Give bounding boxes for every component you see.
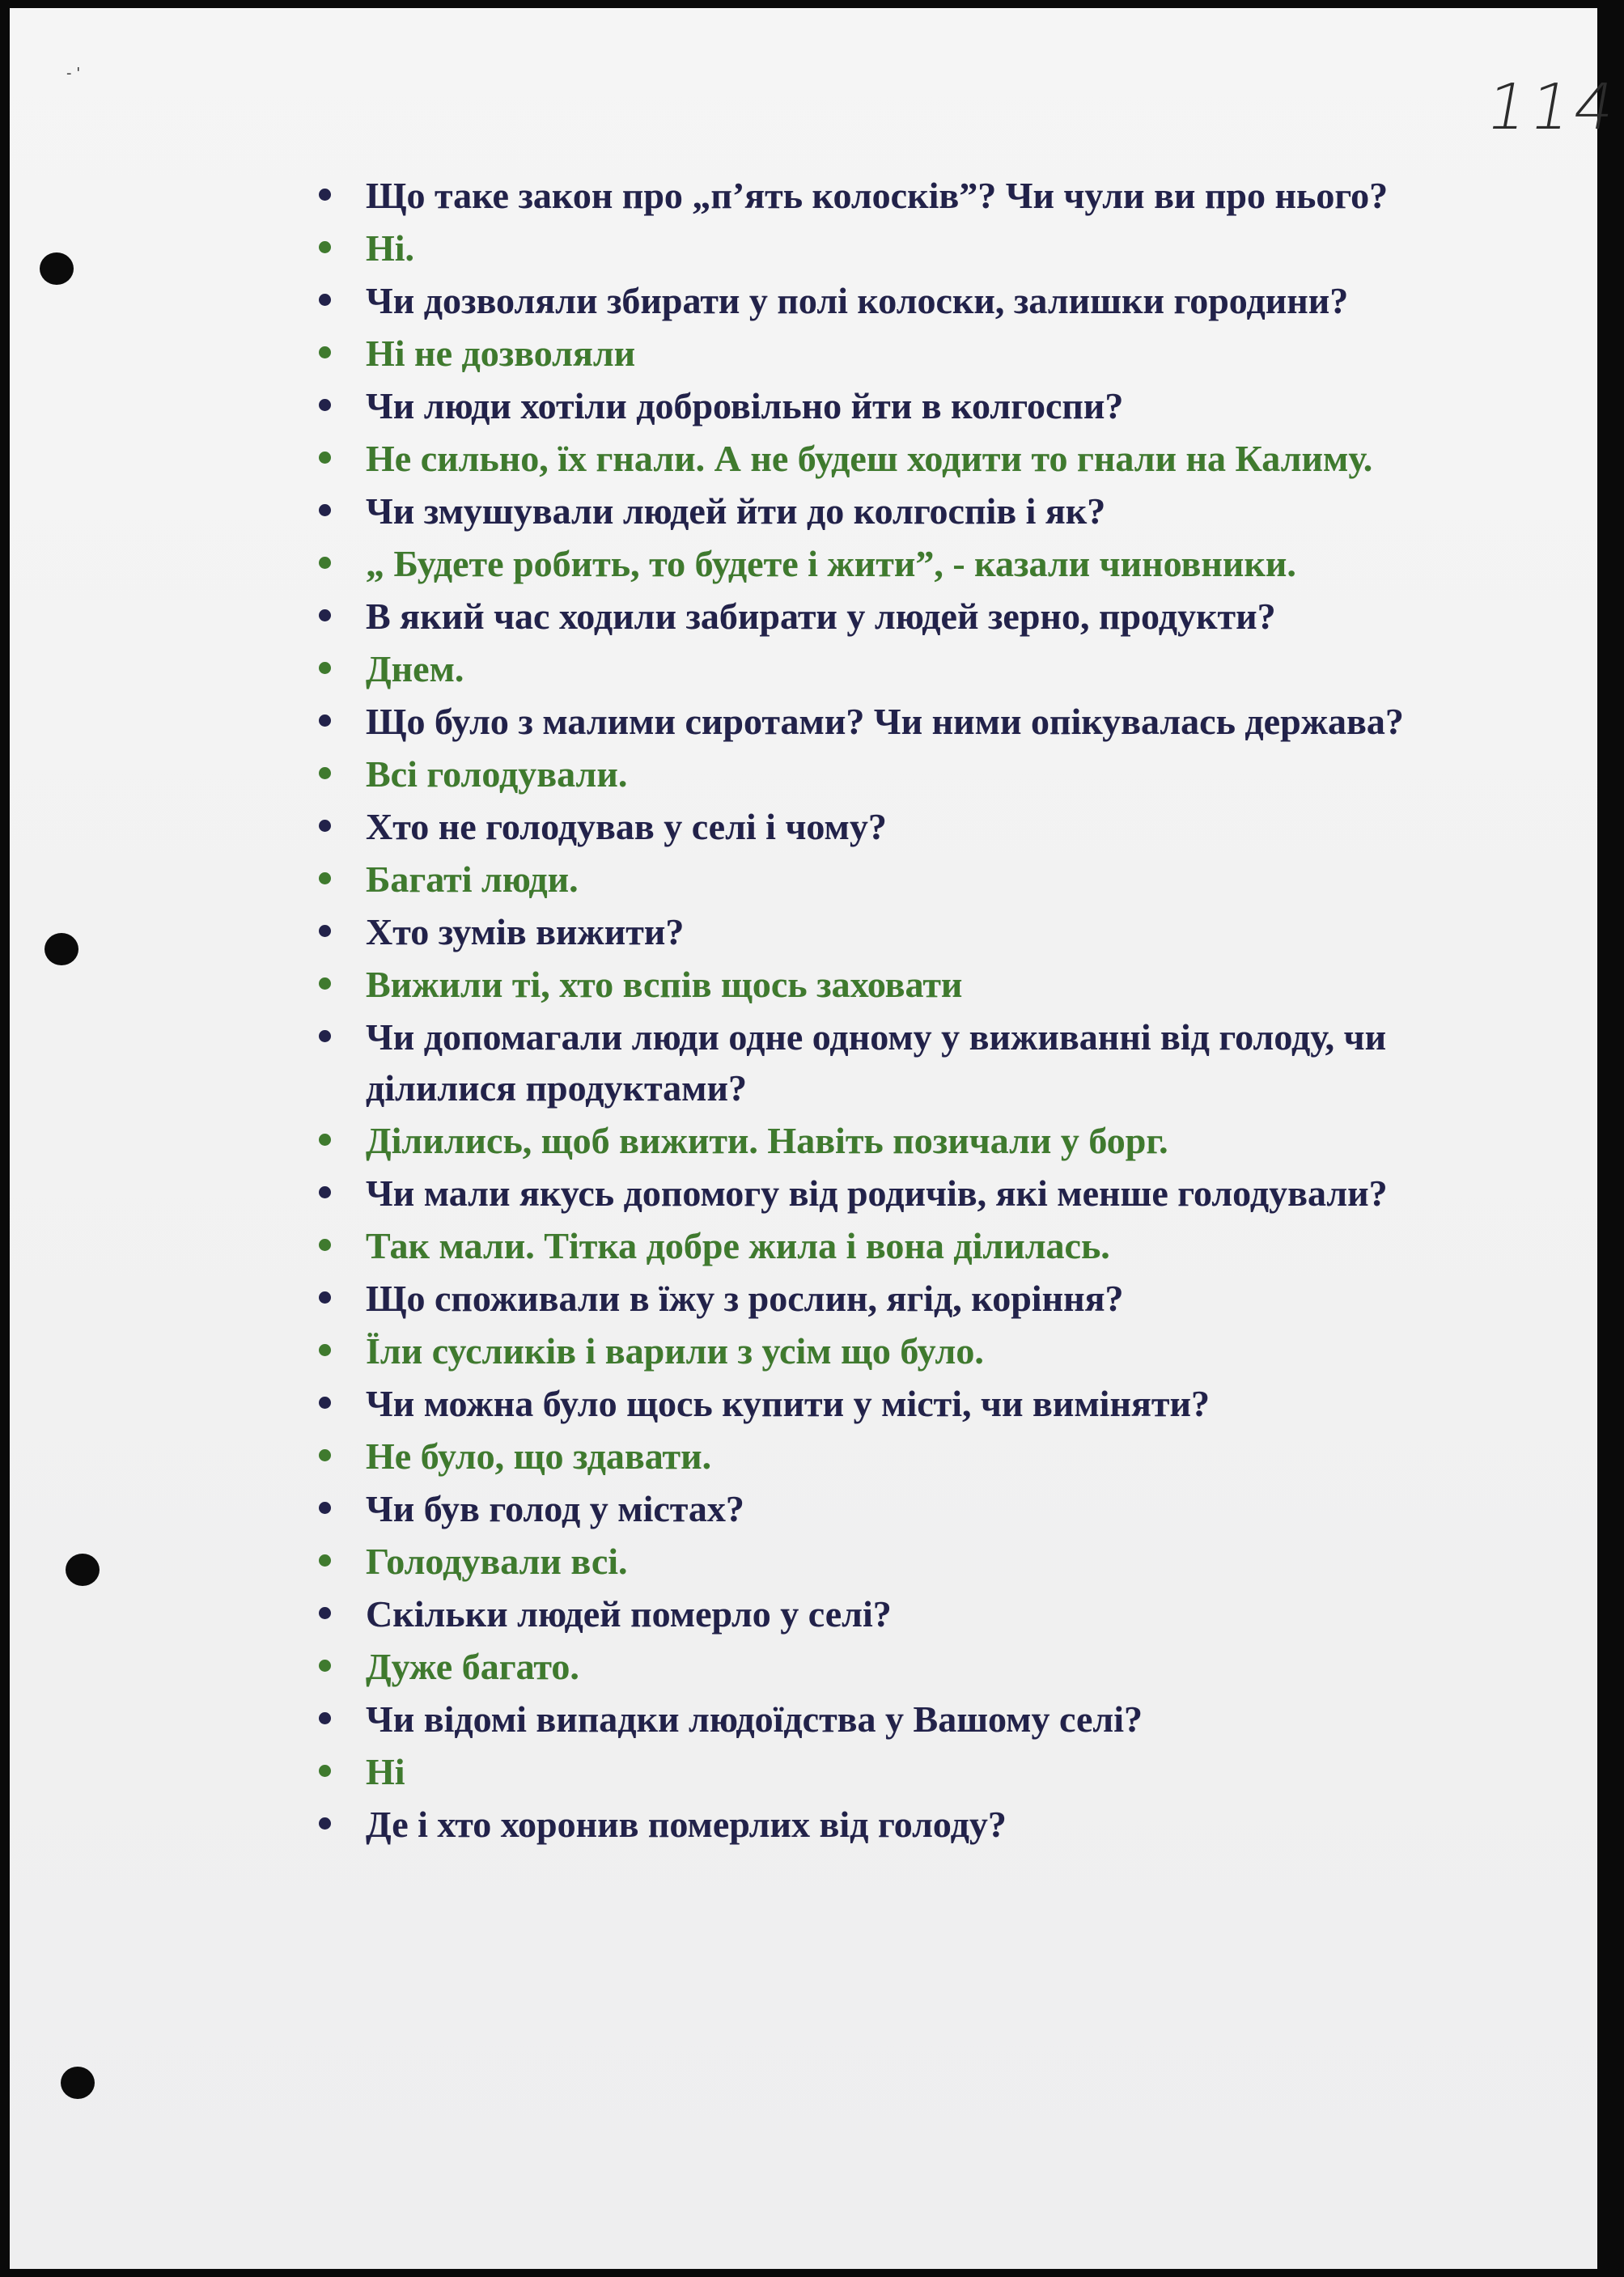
interview-question: Чи мали якусь допомогу від родичів, які менше голодували? xyxy=(307,1168,1505,1219)
interview-question: Чи допомагали люди одне одному у виживанні від голоду, чи ділилися продуктами? xyxy=(307,1011,1505,1113)
interview-question: Хто зумів вижити? xyxy=(307,906,1505,957)
interview-answer: Так мали. Тітка добре жила і вона ділилась. xyxy=(307,1220,1505,1271)
interview-answer: Ні. xyxy=(307,223,1505,273)
interview-question: Чи був голод у містах? xyxy=(307,1483,1505,1534)
interview-question: Що споживали в їжу з рослин, ягід, коріння? xyxy=(307,1273,1505,1324)
interview-answer: Ні не дозволяли xyxy=(307,328,1505,379)
interview-answer: Їли сусликів і варили з усім що було. xyxy=(307,1325,1505,1376)
interview-answer: Ділились, щоб вижити. Навіть позичали у борг. xyxy=(307,1115,1505,1166)
interview-answer: Голодували всі. xyxy=(307,1536,1505,1587)
corner-mark: - ' xyxy=(66,65,81,82)
interview-question: Скільки людей померло у селі? xyxy=(307,1588,1505,1639)
interview-question: Що було з малими сиротами? Чи ними опікувалась держава? xyxy=(307,696,1505,747)
interview-question: Що таке закон про „п’ять колосків”? Чи чули ви про нього? xyxy=(307,170,1505,221)
interview-question: Чи дозволяли збирати у полі колоски, залишки городини? xyxy=(307,275,1505,326)
interview-answer: Ні xyxy=(307,1746,1505,1797)
interview-answer: „ Будете робить, то будете і жити”, - казали чиновники. xyxy=(307,538,1505,589)
interview-question: Де і хто хоронив померлих від голоду? xyxy=(307,1799,1505,1850)
interview-question: Чи відомі випадки людоїдства у Вашому селі? xyxy=(307,1694,1505,1745)
punch-hole xyxy=(40,252,74,285)
interview-answer: Не було, що здавати. xyxy=(307,1431,1505,1482)
interview-answer: Дуже багато. xyxy=(307,1641,1505,1692)
interview-answer: Не сильно, їх гнали. А не будеш ходити то гнали на Калиму. xyxy=(307,433,1505,484)
interview-answer: Вижили ті, хто вспів щось заховати xyxy=(307,959,1505,1010)
handwritten-page-number: 114 xyxy=(1481,71,1624,144)
interview-question: Чи змушували людей йти до колгоспів і як? xyxy=(307,486,1505,536)
interview-answer: Всі голодували. xyxy=(307,748,1505,799)
punch-hole xyxy=(66,1554,100,1586)
interview-list xyxy=(307,170,1505,1851)
interview-question: В який час ходили забирати у людей зерно, продукти? xyxy=(307,591,1505,642)
interview-answer: Багаті люди. xyxy=(307,854,1505,905)
document-page xyxy=(10,8,1624,2269)
interview-question: Хто не голодував у селі і чому? xyxy=(307,801,1505,852)
punch-hole xyxy=(45,933,78,965)
interview-answer: Днем. xyxy=(307,643,1505,694)
punch-hole xyxy=(61,2067,95,2099)
interview-question: Чи можна було щось купити у місті, чи виміняти? xyxy=(307,1378,1505,1429)
interview-question: Чи люди хотіли добровільно йти в колгоспи? xyxy=(307,380,1505,431)
